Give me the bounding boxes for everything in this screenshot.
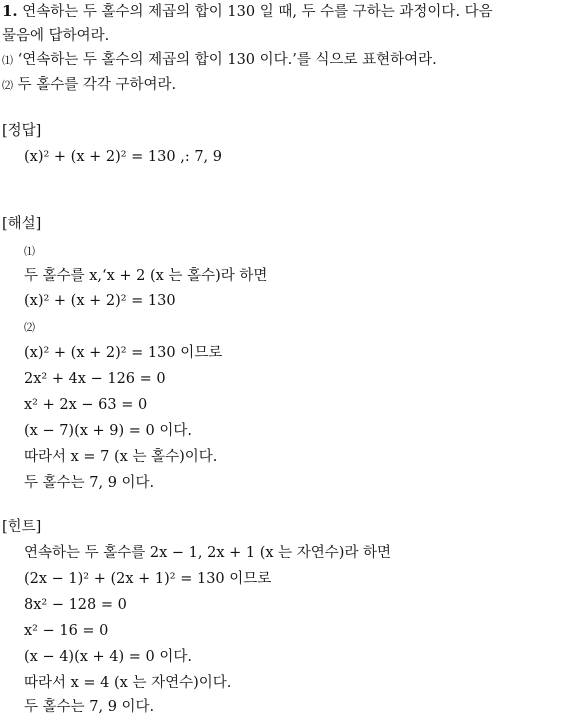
explanation-line: (x)² + (x + 2)² = 130 [24, 293, 176, 309]
explanation-line: (x − 7)(x + 9) = 0 이다. [24, 423, 192, 439]
hint-line: (2x − 1)² + (2x + 1)² = 130 이므로 [24, 571, 272, 587]
question-2 [2, 76, 176, 95]
answer-line: (x)² + (x + 2)² = 130 ,: 7, 9 [24, 149, 222, 165]
hint-line: 두 홀수는 7, 9 이다. [24, 699, 155, 715]
hint-line: 8x² − 128 = 0 [24, 597, 127, 613]
hint-line: 연속하는 두 홀수를 2x − 1, 2x + 1 (x 는 자연수)라 하면 [24, 545, 392, 561]
question-1-marker: ⑴ [2, 54, 13, 67]
problem-statement-line1 [2, 2, 493, 21]
answer-heading: [정답] [2, 123, 42, 139]
problem-text: 연속하는 두 홀수의 제곱의 합이 130 일 때, 두 수를 구하는 과정이다. 다음 [22, 4, 493, 20]
hint-heading: [힌트] [2, 519, 42, 535]
explanation-line: x² + 2x − 63 = 0 [24, 397, 148, 413]
question-2-text: 두 홀수를 각각 구하여라. [17, 77, 177, 93]
hint-line: 따라서 x = 4 (x 는 자연수)이다. [24, 675, 232, 691]
explanation-line: 2x² + 4x − 126 = 0 [24, 371, 166, 387]
problem-number: 1. [2, 2, 18, 20]
question-1 [2, 51, 437, 70]
explanation-heading: [해설] [2, 216, 42, 232]
hint-line: x² − 16 = 0 [24, 623, 109, 639]
explanation-part2-marker: ⑵ [24, 321, 35, 334]
explanation-line: 따라서 x = 7 (x 는 홀수)이다. [24, 449, 218, 465]
explanation-line: 두 홀수는 7, 9 이다. [24, 475, 155, 491]
question-1-text: ‘연속하는 두 홀수의 제곱의 합이 130 이다.’를 식으로 표현하여라. [17, 52, 437, 68]
explanation-part1-marker: ⑴ [24, 245, 35, 258]
question-2-marker: ⑵ [2, 79, 13, 92]
hint-line: (x − 4)(x + 4) = 0 이다. [24, 649, 192, 665]
explanation-line: (x)² + (x + 2)² = 130 이므로 [24, 345, 223, 361]
explanation-line: 두 홀수를 x,‘x + 2 (x 는 홀수)라 하면 [24, 268, 268, 284]
problem-statement-line2: 물음에 답하여라. [2, 28, 110, 44]
